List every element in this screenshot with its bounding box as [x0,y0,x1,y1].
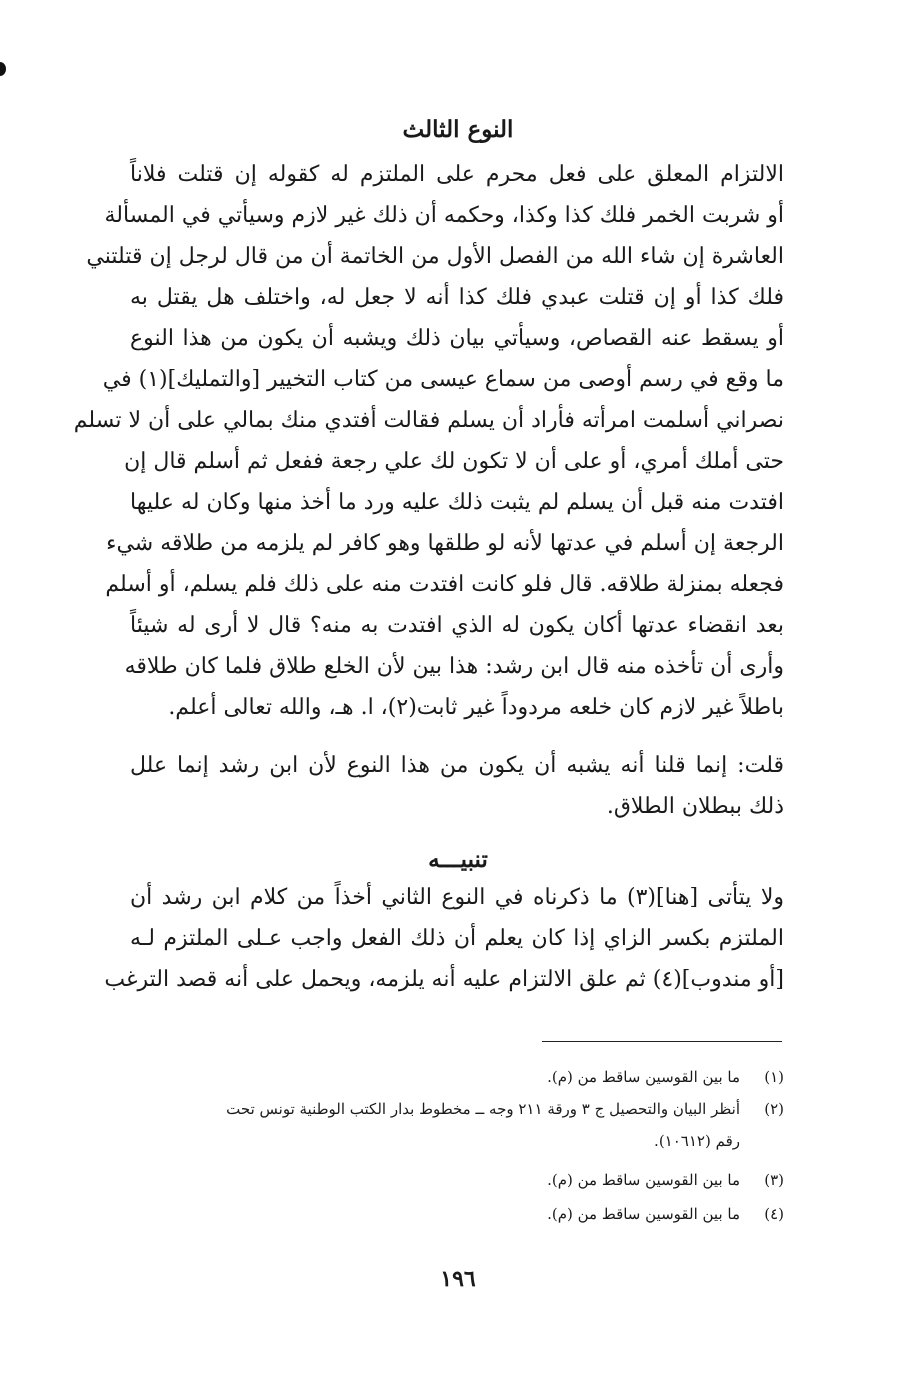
footnote-text: أنظر البيان والتحصيل ج ٣ ورقة ٢١١ وجه ــ مخطوط بدار الكتب الوطنية تونس تحت [226,1100,740,1118]
text-line: الرجعة إن أسلم في عدتها لأنه لو طلقها وهو كافر لم يلزمه من طلاقه شيء [106,531,784,556]
footnote-number: (٤) [764,1205,784,1223]
tanbih-title: تنبيـــه [428,846,488,873]
text-line: ولا يتأتى [هنا](٣) ما ذكرناه في النوع الثاني أخذاً من كلام ابن رشد أن [130,885,785,910]
footnote [124,1063,784,1091]
footnote [124,1200,784,1228]
footnote-number: (٣) [764,1171,784,1189]
footnote [124,1166,784,1194]
text-line: بعد انقضاء عدتها أكان يكون له الذي افتدت به منه؟ قال لا أرى له شيئاً [130,613,784,638]
page-number: ١٩٦ [440,1266,476,1292]
footnote-text: ما بين القوسين ساقط من (م). [547,1205,740,1223]
footnote-number: (٢) [764,1100,784,1118]
text-line: باطلاً غير لازم كان خلعه مردوداً غير ثابت(٢)، ا. هـ، والله تعالى أعلم. [168,695,784,720]
footnote-separator [542,1041,782,1042]
text-line: حتى أملك أمري، أو على أن لا تكون لك علي رجعة ففعل ثم أسلم قال إن [124,449,784,474]
text-line: العاشرة إن شاء الله من الفصل الأول من الخاتمة أن من قال لرجل إن قتلتني [86,244,784,269]
text-line: الالتزام المعلق على فعل محرم على الملتزم له كقوله إن قتلت فلاناً [130,162,784,187]
footnote-number: (١) [764,1068,784,1086]
scan-mark [0,62,6,76]
footnote-text: ما بين القوسين ساقط من (م). [547,1068,740,1086]
text-line: ما وقع في رسم أوصى من سماع عيسى من كتاب التخيير [والتمليك](١) في [102,367,784,392]
text-line: ذلك ببطلان الطلاق. [606,794,784,819]
text-line: أو شربت الخمر فلك كذا وكذا، وحكمه أن ذلك غير لازم وسيأتي في المسألة [104,203,784,228]
text-line: فجعله بمنزلة طلاقه. قال فلو كانت افتدت منه على ذلك فلم يسلم، أو أسلم [105,572,784,597]
footnote [124,1095,784,1123]
text-line: قلت: إنما قلنا أنه يشبه أن يكون من هذا النوع لأن ابن رشد إنما علل [130,753,784,778]
text-line: افتدت منه قبل أن يسلم لم يثبت ذلك عليه ورد ما أخذ منها وكان له عليها [130,490,784,515]
footnote-text: ما بين القوسين ساقط من (م). [547,1171,740,1189]
text-line: نصراني أسلمت امرأته فأراد أن يسلم فقالت أفتدي منك بمالي على أن لا تسلم [73,408,784,433]
section-title: النوع الثالث [402,116,514,143]
footnote-continuation: رقم (١٠٦١٢). [654,1132,740,1150]
text-line: وأرى أن تأخذه منه قال ابن رشد: هذا بين لأن الخلع طلاق فلما كان طلاقه [124,654,784,679]
text-line: الملتزم بكسر الزاي إذا كان يعلم أن ذلك الفعل واجب عـلى الملتزم لـه [130,926,784,951]
text-line: فلك كذا أو إن قتلت عبدي فلك كذا أنه لا جعل له، واختلف هل يقتل به [130,285,784,310]
text-line: [أو مندوب](٤) ثم علق الالتزام عليه أنه يلزمه، ويحمل على أنه قصد الترغب [104,967,784,992]
text-line: أو يسقط عنه القصاص، وسيأتي بيان ذلك ويشبه أن يكون من هذا النوع [130,326,784,351]
